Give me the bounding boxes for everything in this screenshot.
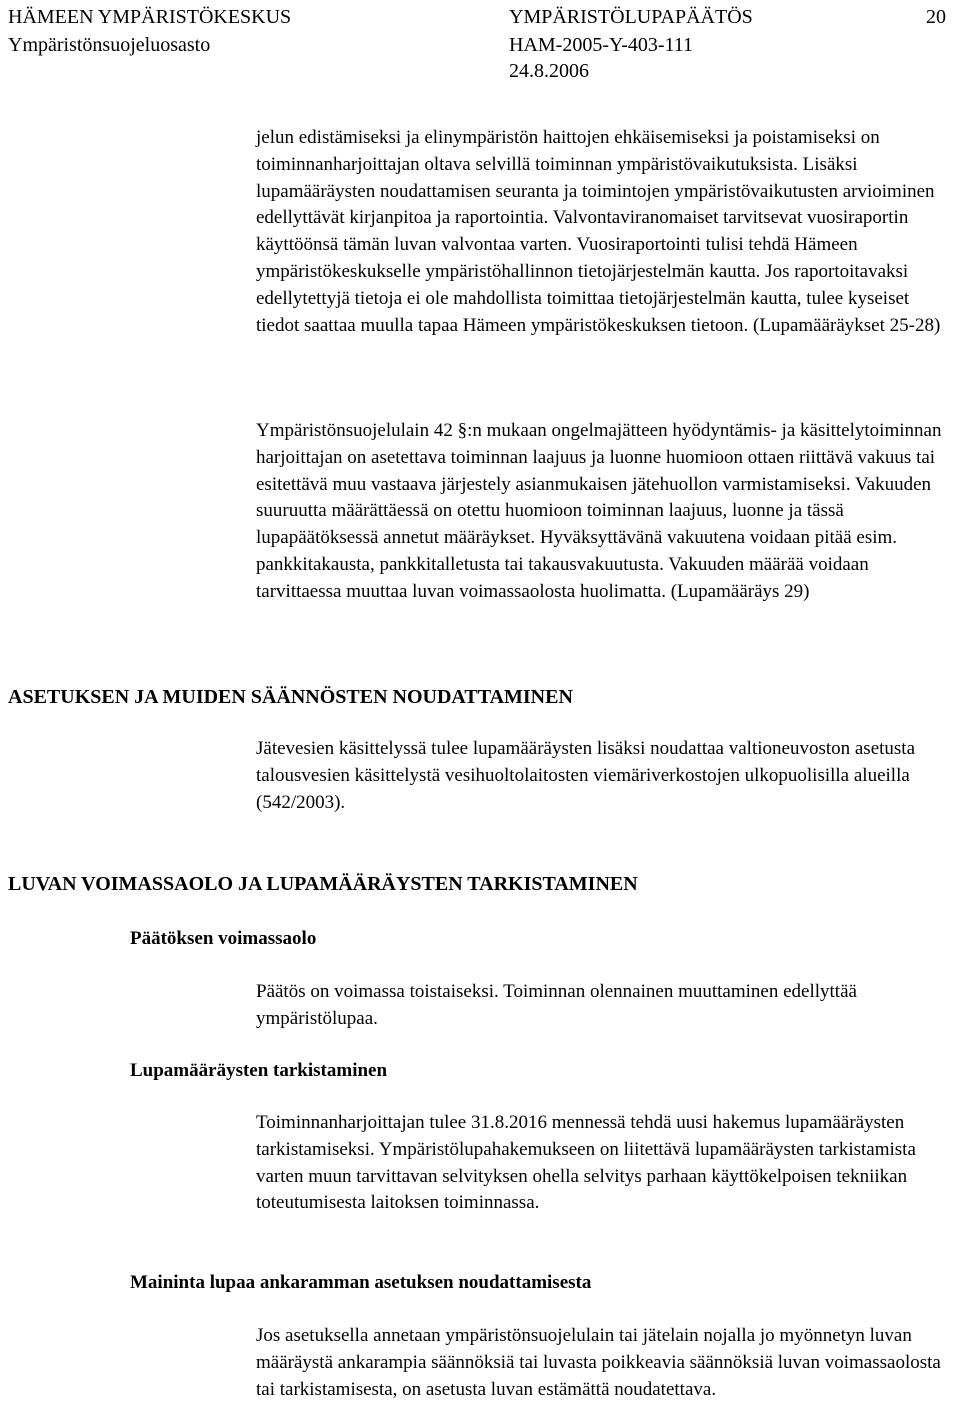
header-date: 24.8.2006 — [509, 60, 589, 82]
paragraph-permit-review-text: Toiminnanharjoittajan tulee 31.8.2016 mennessä tehdä uusi hakemus lupamääräysten tarkistamiseksi. Ympäristölupahakemukseen on liitettävä lupamääräysten tarkistamista varten muun tarvittavan selvityksen ohella selvitys parhaan käyttökelpoisen tekniikan toteutumisesta laitoksen toiminnassa. — [256, 1112, 916, 1214]
paragraph-decision-validity-text: Päätös on voimassa toistaiseksi. Toiminnan olennainen muuttaminen edellyttää ympäristölupaa. — [256, 981, 857, 1029]
header-doc-number: HAM-2005-Y-403-111 — [509, 34, 694, 56]
subheading-permit-review: Lupamääräysten tarkistaminen — [130, 1060, 388, 1081]
paragraph-stricter-decree — [256, 1323, 956, 1403]
header-org: HÄMEEN YMPÄRISTÖKESKUS — [8, 6, 292, 28]
page-number: 20 — [926, 6, 946, 28]
section-heading-validity: LUVAN VOIMASSAOLO JA LUPAMÄÄRÄYSTEN TARKISTAMINEN — [8, 873, 638, 895]
paragraph-decision-validity — [256, 979, 956, 1033]
paragraph-reporting — [256, 125, 956, 339]
subheading-stricter-decree: Maininta lupaa ankaramman asetuksen noudattamisesta — [130, 1272, 592, 1293]
subheading-decision-validity: Päätöksen voimassaolo — [130, 928, 317, 949]
paragraph-reporting-text: jelun edistämiseksi ja elinympäristön haittojen ehkäisemiseksi ja poistamiseksi on toiminnanharjoittajan oltava selvillä toiminnan ympäristövaikutuksista. Lisäksi lupamääräysten noudattamisen seuranta ja toimintojen ympäristövaikutusten arvioiminen edellyttävät kirjanpitoa ja raportointia. Valvontaviranomaiset tarvitsevat vuosiraportin käyttöönsä tämän luvan valvontaa varten. Vuosiraportointi tulisi tehdä Hämeen ympäristökeskukselle ympäristöhallinnon tietojärjestelmän kautta. Jos raportoitavaksi edellytettyjä tietoja ei ole mahdollista toimittaa tietojärjestelmän kautta, tulee kyseiset tiedot saattaa muulla tapaa Hämeen ympäristökeskuksen tietoon. (Lupamääräykset 25-28) — [256, 127, 941, 336]
section-heading-regulations: ASETUKSEN JA MUIDEN SÄÄNNÖSTEN NOUDATTAMINEN — [8, 686, 573, 708]
paragraph-permit-review — [256, 1110, 956, 1217]
paragraph-security — [256, 418, 956, 606]
header-doc-type: YMPÄRISTÖLUPAPÄÄTÖS — [509, 6, 753, 28]
paragraph-security-text: Ympäristönsuojelulain 42 §:n mukaan ongelmajätteen hyödyntämis- ja käsittelytoiminnan harjoittajan on asetettava toiminnan laajuus ja luonne huomioon ottaen riittävä vakuus tai esitettävä muu vastaava järjestely asianmukaisen jätehuollon varmistamiseksi. Vakuuden suuruutta määrättäessä on otettu huomioon toiminnan laajuus, luonne ja tässä lupapäätöksessä annetut määräykset. Hyväksyttävänä vakuutena voidaan pitää esim. pankkitakausta, pankkitalletusta tai takausvakuutusta. Vakuuden määrää voidaan tarvittaessa muuttaa luvan voimassaolosta huolimatta. (Lupamääräys 29) — [256, 420, 942, 602]
paragraph-wastewater-text: Jätevesien käsittelyssä tulee lupamääräysten lisäksi noudattaa valtioneuvoston asetusta talousvesien käsittelystä vesihuoltolaitosten viemäriverkostojen ulkopuolisilla alueilla (542/2003). — [256, 738, 916, 813]
paragraph-stricter-decree-text: Jos asetuksella annetaan ympäristönsuojelulain tai jätelain nojalla jo myönnetyn luvan määräystä ankarampia säännöksiä tai luvasta poikkeavia säännöksiä luvan voimassaolosta tai tarkistamisesta, on asetusta luvan estämättä noudatettava. — [256, 1325, 941, 1400]
header-unit: Ympäristönsuojeluosasto — [8, 34, 211, 56]
paragraph-wastewater — [256, 736, 956, 816]
